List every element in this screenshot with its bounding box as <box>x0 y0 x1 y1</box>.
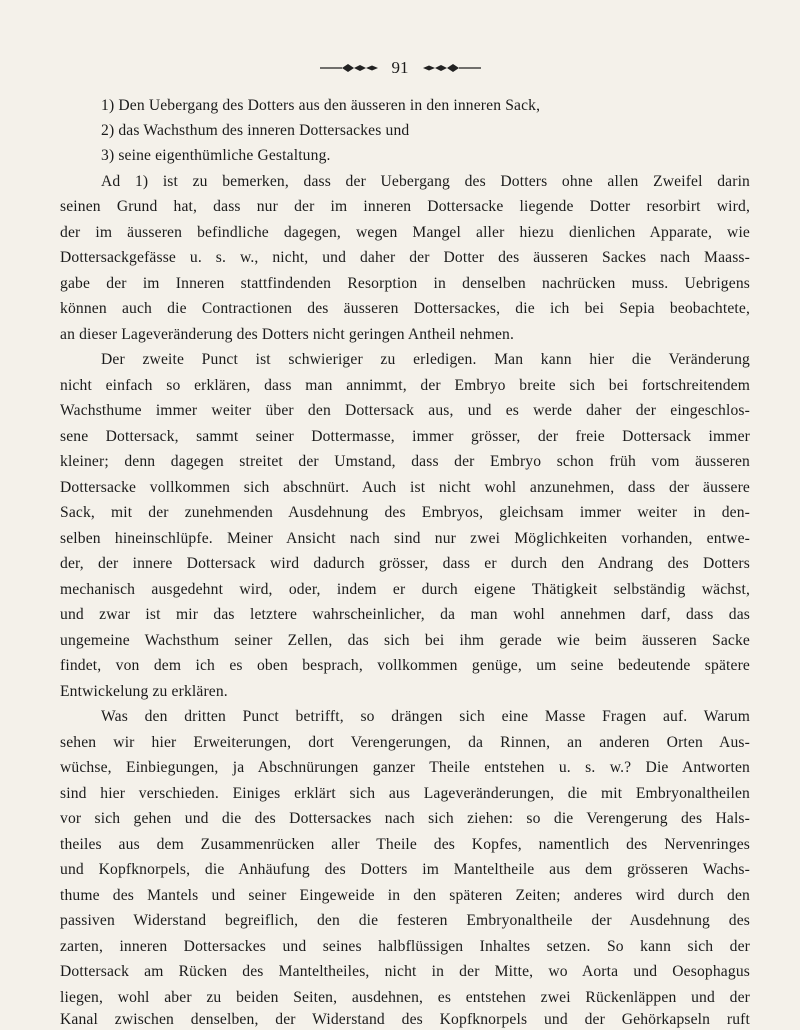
text-line: an dieser Lageveränderung des Dotters nicht geringen Antheil nehmen. <box>60 326 515 343</box>
text-line: theiles aus dem Zusammenrücken aller Theile des Kopfes, namentlich des Nervenringes <box>60 836 750 853</box>
text-line: Dottersacke vollkommen sich abschnürt. Auch ist nicht wohl anzunehmen, dass der äussere <box>60 479 750 496</box>
text-line: der im äusseren befindliche dagegen, wegen Mangel aller hiezu dienlichen Apparate, wie <box>60 224 750 241</box>
text-line: wüchse, Einbiegungen, ja Abschnürungen ganzer Theile entstehen u. s. w.? Die Antworten <box>60 759 750 776</box>
text-line: Dottersackgefässe u. s. w., nicht, und daher der Dotter des äusseren Sackes nach Maass- <box>60 249 750 266</box>
text-line: passiven Widerstand begreiflich, den die festeren Embryonaltheile der Ausdehnung des <box>60 912 750 929</box>
text-line: kleiner; denn dagegen streitet der Umstand, dass der Embryo schon früh vom äusseren <box>60 453 750 470</box>
text-line: thume des Mantels und seiner Eingeweide in den späteren Zeiten; anderes wird durch den <box>60 887 750 904</box>
page-number: 91 <box>391 58 409 77</box>
text-line: seinen Grund hat, dass nur der im inneren Dottersacke liegende Dotter resorbirt wird, <box>60 198 750 215</box>
text-line: Dottersack am Rücken des Manteltheiles, nicht in der Mitte, wo Aorta und Oesophagus <box>60 963 750 980</box>
text-line: Was den dritten Punct betrifft, so drängen sich eine Masse Fragen auf. Warum <box>101 708 750 725</box>
text-line: Ad 1) ist zu bemerken, dass der Uebergang des Dotters ohne allen Zweifel darin <box>101 173 750 190</box>
text-line: sehen wir hier Erweiterungen, dort Verengerungen, da Rinnen, an anderen Orten Aus- <box>60 734 750 751</box>
text-line: Sack, mit der zunehmenden Ausdehnung des Embryos, gleichsam immer weiter in den- <box>60 504 750 521</box>
text-line: vor sich gehen und die des Dottersackes nach sich ziehen: so die Verengerung des Hals- <box>60 810 750 827</box>
text-line: 1) Den Uebergang des Dotters aus den äusseren in den inneren Sack, <box>101 97 541 114</box>
text-line: der, der innere Dottersack wird dadurch grösser, dass er durch den Andrang des Dotters <box>60 555 750 572</box>
text-line: und zwar ist mir das letztere wahrscheinlicher, da man wohl annehmen darf, dass das <box>60 606 750 623</box>
text-line: selben hineinschlüpfe. Meiner Ansicht nach sind nur zwei Möglichkeiten vorhanden, entwe- <box>60 530 750 547</box>
text-line: mechanisch ausgedehnt wird, oder, indem er durch eigene Thätigkeit selbständig wächst, <box>60 581 750 598</box>
text-line: Der zweite Punct ist schwieriger zu erledigen. Man kann hier die Veränderung <box>101 351 750 368</box>
text-line: sind hier verschieden. Einiges erklärt sich aus Lageveränderungen, die mit Embryonaltheilen <box>60 785 750 802</box>
text-line: können auch die Contractionen des äusseren Dottersackes, die ich bei Sepia beobachtete, <box>60 300 750 317</box>
text-line: findet, von dem ich es oben besprach, vollkommen genüge, um seine bedeutende spätere <box>60 657 750 674</box>
text-line: sene Dottersack, sammt seiner Dottermasse, immer grösser, der freie Dottersack immer <box>60 428 750 445</box>
text-line: Wachsthume immer weiter über den Dottersack aus, und es werde daher der eingeschlos- <box>60 402 750 419</box>
text-line: Kanal zwischen denselben, der Widerstand des Kopfknorpels und der Gehörkapseln ruft <box>60 1011 750 1028</box>
text-line: nicht einfach so erklären, dass man annimmt, der Embryo breite sich bei fortschreitendem <box>60 377 750 394</box>
text-line: gabe der im Inneren stattfindenden Resorption in denselben nachrücken muss. Uebrigens <box>60 275 750 292</box>
text-line: ungemeine Wachsthum seiner Zellen, das sich bei ihm gerade wie beim äusseren Sacke <box>60 632 750 649</box>
text-line: liegen, wohl aber zu beiden Seiten, ausdehnen, es entstehen zwei Rückenläppen und der <box>60 989 750 1006</box>
text-line: und Kopfknorpels, die Anhäufung des Dotters im Manteltheile aus dem grösseren Wachs- <box>60 861 750 878</box>
text-line: zarten, inneren Dottersackes und seines halbflüssigen Inhaltes setzen. So kann sich der <box>60 938 750 955</box>
text-line: 2) das Wachsthum des inneren Dottersackes und <box>101 122 410 139</box>
text-line: 3) seine eigenthümliche Gestaltung. <box>101 147 331 164</box>
text-line: Entwickelung zu erklären. <box>60 683 228 700</box>
